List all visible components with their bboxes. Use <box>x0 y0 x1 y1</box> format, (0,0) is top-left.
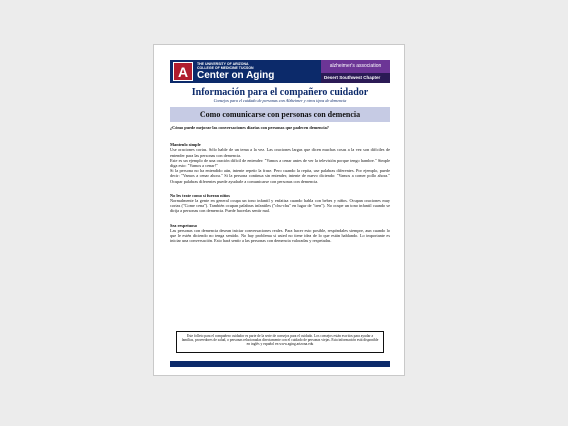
section-no-ninos <box>170 193 390 214</box>
lead-question: ¿Cómo puede mejorar las conversaciones diarias con personas que padecen demencia? <box>170 125 329 130</box>
section-paragraph: Use oraciones cortas. Sólo hable de un tema a la vez. Las oraciones largas que dicen muchas cosas a la vez son difíciles de entender para las personas con demencia. <box>170 147 390 158</box>
section-paragraph: Normalmente la gente en general ocupa un tono infantil y enfatiza cuando habla con bebes y niños. Ocupan oraciones muy cortas ("Come cena"). También ocupan palabras infantiles ("chu-chu" en lugar de "tren"). No ocupe un tono infantil cuando se dirija a personas con demencia. Puede hacerlas sentir mal. <box>170 198 390 214</box>
alz-chapter: Desert Southwest Chapter <box>321 73 390 83</box>
section-heading: Mantenlo simple <box>170 142 201 148</box>
footer-bar <box>170 361 390 367</box>
ua-college-name: COLLEGE OF MEDICINE TUCSON <box>197 66 254 70</box>
alzheimers-association-logo <box>321 60 390 83</box>
section-paragraph: Este es un ejemplo de una oración difícil de entender: "Vamos a cenar antes de ver la televisión porque tengo hambre." Simple diga esto: "Vamos a cenar!" <box>170 157 390 169</box>
section-heading: Sea respetuoso <box>170 222 198 228</box>
ua-a-icon: A <box>173 62 193 81</box>
section-paragraph: Si la persona no ha entendido aún, intente repetir la frase. Pero cuando la repita, use palabras diferentes. Por ejemplo, puede decir: "Vamos a cenar ahora." Si la persona continua sin entender, intente de nuevo diciendo: "Vamos a comer pollo ahora." Ocupar palabras diferentes puede ayudarle a comunicarse con personas con demencia. <box>170 168 390 184</box>
document-subtitle: Consejos para el cuidado de personas con Alzheimer y otros tipos de demencia <box>213 98 347 103</box>
header-logos <box>170 60 390 83</box>
document-title: Información para el compañero cuidador <box>191 87 369 98</box>
section-sea-respetuoso <box>170 223 390 244</box>
ua-university-name: THE UNIVERSITY OF ARIZONA <box>197 62 249 66</box>
section-heading: No les trate como si fueran niños <box>170 192 230 198</box>
ua-center-name: Center on Aging <box>197 70 275 81</box>
document-body <box>170 125 390 252</box>
ua-center-on-aging-logo <box>170 60 321 83</box>
section-mantenlo-simple <box>170 142 390 184</box>
section-paragraph: Las personas con demencia desean iniciar conversaciones reales. Para hacer esto posible, respóndales siempre, aun cuando lo que le estén diciendo no tenga sentido. No hay problema si usted no tiene idea de lo que están hablando. Lo importante es iniciar una conversación. Esto hará sentir a las personas con demencia valoradas y respetadas. <box>170 227 390 244</box>
topic-banner: Como comunicarse con personas con demencia <box>170 107 390 122</box>
footer-note: Este folleto para el compañero cuidador es parte de la serie de consejos para el cuidado. Los consejos están escritos para ayudar a familias, proveedores de salud, o personas relacionadas directamente con el cuidado de personas viejas. Esta información está disponible en inglés y español en www.aging.arizona.edu <box>176 331 384 353</box>
alz-name: alzheimer's association <box>321 60 390 73</box>
document-page <box>153 44 405 376</box>
